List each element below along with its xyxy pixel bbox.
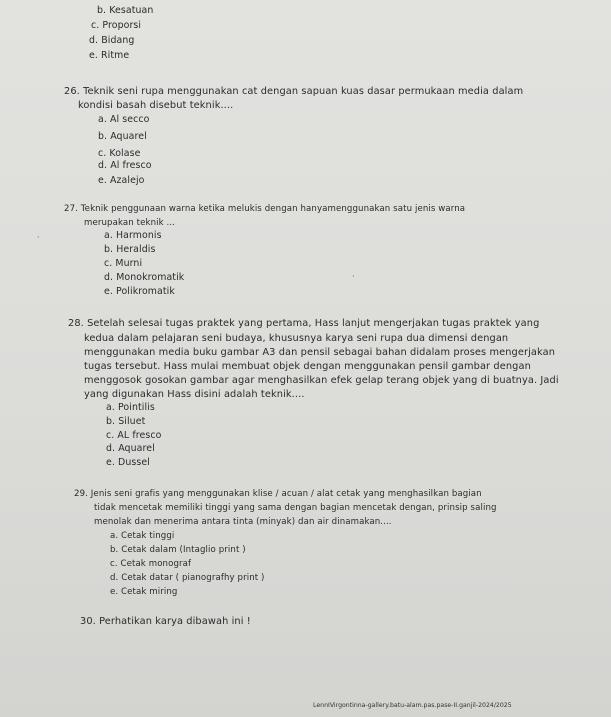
q28-text-line-6: yang digunakan Hass disini adalah teknik.... xyxy=(84,389,305,400)
q27-option-a: a. Harmonis xyxy=(104,230,162,241)
q30-text-line-1: 30. Perhatikan karya dibawah ini ! xyxy=(80,616,251,627)
q29-text-line-2: tidak mencetak memiliki tinggi yang sama dengan bagian mencetak dengan, prinsip saling xyxy=(94,503,497,513)
q28-text-line-5: menggosok gosokan gambar agar menghasilkan efek gelap terang objek yang di buatnya. Jadi xyxy=(84,375,559,386)
q29-option-d: d. Cetak datar ( pianografhy print ) xyxy=(110,573,265,583)
q26-option-a: a. Al secco xyxy=(98,114,150,125)
q29-option-e: e. Cetak miring xyxy=(110,587,178,597)
q28-option-a: a. Pointilis xyxy=(106,402,155,413)
q27-text-line-2: merupakan teknik ... xyxy=(84,218,176,228)
page-footer: LennIVirgontinna-gallery.batu-alam.pas.pase-II.ganjil-2024/2025 xyxy=(313,702,512,709)
q27-option-e: e. Polikromatik xyxy=(104,286,175,297)
q27-text-line-1: 27. Teknik penggunaan warna ketika melukis dengan hanyamenggunakan satu jenis warna xyxy=(64,204,466,214)
q26-text-line-1: 26. Teknik seni rupa menggunakan cat dengan sapuan kuas dasar permukaan media dalam xyxy=(64,86,524,97)
q28-text-line-4: tugas tersebut. Hass mulai membuat objek dengan menggunakan pensil gambar dengan xyxy=(84,361,531,372)
q29-text-line-3: menolak dan menerima antara tinta (minyak) dan air dinamakan.... xyxy=(94,517,392,527)
paper-speck: · xyxy=(37,233,40,242)
q27-option-b: b. Heraldis xyxy=(104,244,156,255)
q28-option-b: b. Siluet xyxy=(106,416,146,427)
q29-option-b: b. Cetak dalam (Intaglio print ) xyxy=(110,545,246,555)
q28-text-line-2: kedua dalam pelajaran seni budaya, khususnya karya seni rupa dua dimensi dengan xyxy=(84,333,509,344)
q27-option-c: c. Murni xyxy=(104,258,143,269)
q26-option-d: d. Al fresco xyxy=(98,160,152,171)
q29-text-line-1: 29. Jenis seni grafis yang menggunakan klise / acuan / alat cetak yang menghasilkan bagian xyxy=(74,489,482,499)
q29-option-c: c. Cetak monograf xyxy=(110,559,192,569)
option-d-bidang: d. Bidang xyxy=(89,35,135,46)
paper-speck: · xyxy=(352,272,355,281)
option-b-kesatuan: b. Kesatuan xyxy=(97,5,154,16)
q28-option-e: e. Dussel xyxy=(106,457,150,468)
q28-option-c: c. AL fresco xyxy=(106,430,162,441)
q26-option-b: b. Aquarel xyxy=(98,131,147,142)
q28-text-line-3: menggunakan media buku gambar A3 dan pensil sebagai bahan didalam proses mengerjakan xyxy=(84,347,556,358)
option-e-ritme: e. Ritme xyxy=(89,50,130,61)
q29-option-a: a. Cetak tinggi xyxy=(110,531,175,541)
option-c-proporsi: c. Proporsi xyxy=(91,20,142,31)
q26-option-e: e. Azalejo xyxy=(98,175,145,186)
q28-text-line-1: 28. Setelah selesai tugas praktek yang pertama, Hass lanjut mengerjakan tugas praktek yang xyxy=(68,318,540,329)
q26-option-c: c. Kolase xyxy=(98,148,141,159)
q28-option-d: d. Aquarel xyxy=(106,443,155,454)
q26-text-line-2: kondisi basah disebut teknik.... xyxy=(78,100,234,111)
q27-option-d: d. Monokromatik xyxy=(104,272,185,283)
